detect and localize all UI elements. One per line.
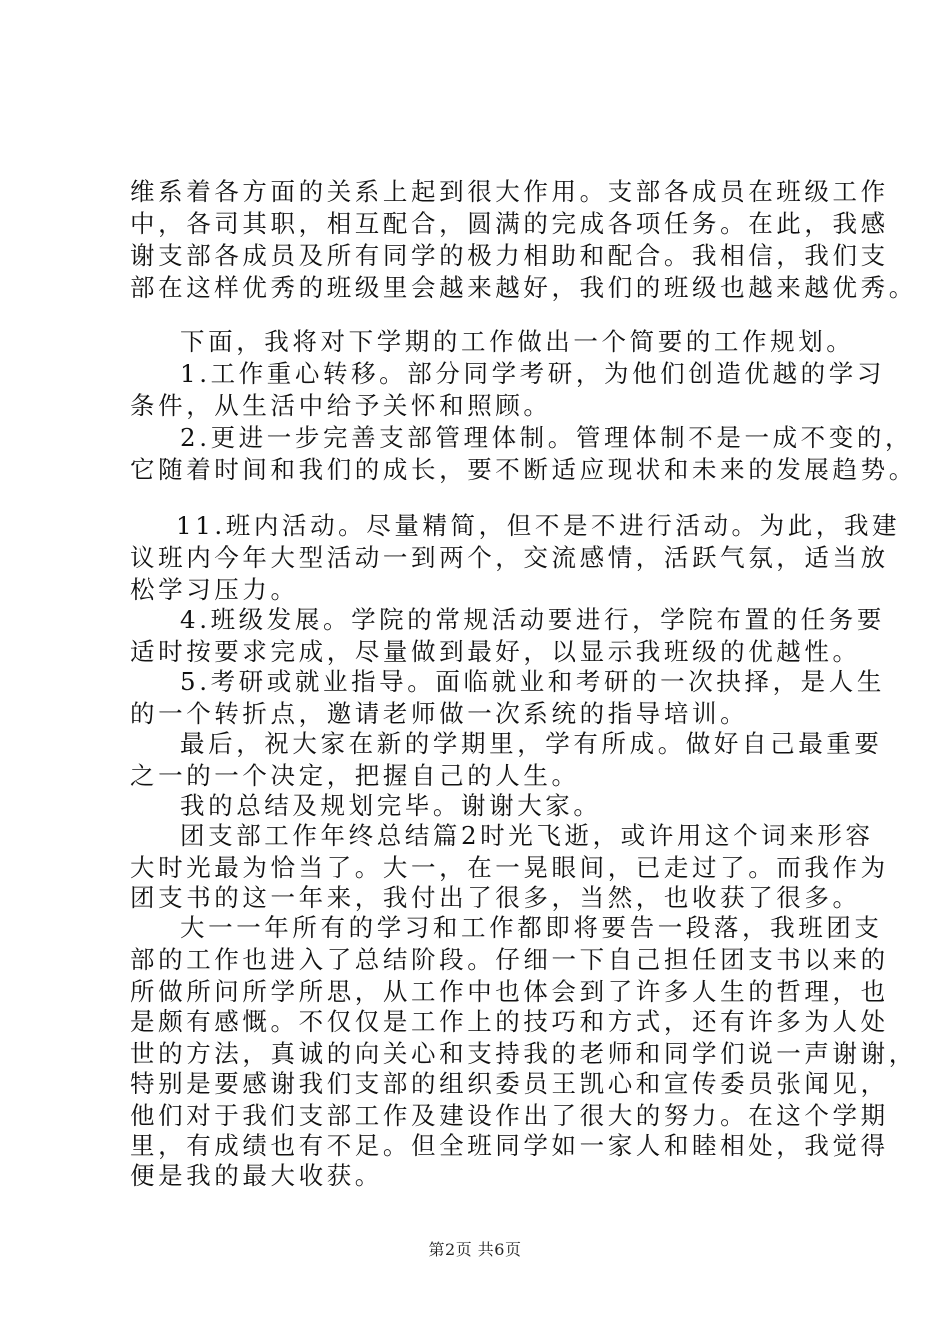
body-line: 我的总结及规划完毕。谢谢大家。 (180, 791, 602, 820)
body-line: 的一个转折点，邀请老师做一次系统的指导培训。 (130, 699, 749, 728)
body-line: 中，各司其职，相互配合，圆满的完成各项任务。在此，我感 (130, 209, 889, 238)
body-line: 所做所问所学所思，从工作中也体会到了许多人生的哲理，也 (130, 977, 889, 1006)
body-line: 世的方法，真诚的向关心和支持我的老师和同学们说一声谢谢， (130, 1039, 917, 1068)
page-number-footer: 第2页 共6页 (428, 1240, 522, 1259)
body-line: 适时按要求完成，尽量做到最好，以显示我班级的优越性。 (130, 637, 861, 666)
body-line: 最后，祝大家在新的学期里，学有所成。做好自己最重要 (180, 729, 883, 758)
body-line: 大一一年所有的学习和工作都即将要告一段落，我班团支 (180, 913, 883, 942)
body-line: 便是我的最大收获。 (130, 1161, 383, 1190)
body-line: 11.班内活动。尽量精简，但不是不进行活动。为此，我建 (176, 511, 901, 540)
body-line: 大时光最为恰当了。大一，在一晃眼间，已走过了。而我作为 (130, 853, 889, 882)
body-line: 4.班级发展。学院的常规活动要进行，学院布置的任务要 (180, 605, 885, 634)
body-line: 他们对于我们支部工作及建设作出了很大的努力。在这个学期 (130, 1101, 889, 1130)
body-line: 里，有成绩也有不足。但全班同学如一家人和睦相处，我觉得 (130, 1131, 889, 1160)
body-line: 条件，从生活中给予关怀和照顾。 (130, 391, 552, 420)
body-line: 团支部工作年终总结篇2时光飞逝，或许用这个词来形容 (180, 821, 874, 850)
body-line: 谢支部各成员及所有同学的极力相助和配合。我相信，我们支 (130, 241, 889, 270)
body-line: 1.工作重心转移。部分同学考研，为他们创造优越的学习 (180, 359, 885, 388)
body-line: 下面，我将对下学期的工作做出一个简要的工作规划。 (180, 327, 855, 356)
body-line: 2.更进一步完善支部管理体制。管理体制不是一成不变的， (180, 423, 914, 452)
body-line: 团支书的这一年来，我付出了很多，当然，也收获了很多。 (130, 883, 861, 912)
body-line: 特别是要感谢我们支部的组织委员王凯心和宣传委员张闻见， (130, 1069, 889, 1098)
body-line: 5.考研或就业指导。面临就业和考研的一次抉择，是人生 (180, 667, 885, 696)
body-line: 是颇有感慨。不仅仅是工作上的技巧和方式，还有许多为人处 (130, 1007, 889, 1036)
body-line: 之一的一个决定，把握自己的人生。 (130, 761, 580, 790)
body-line: 部的工作也进入了总结阶段。仔细一下自己担任团支书以来的 (130, 945, 889, 974)
body-line: 议班内今年大型活动一到两个，交流感情，活跃气氛，适当放 (130, 543, 889, 572)
body-line: 它随着时间和我们的成长，要不断适应现状和未来的发展趋势。 (130, 455, 917, 484)
body-line: 部在这样优秀的班级里会越来越好，我们的班级也越来越优秀。 (130, 273, 917, 302)
body-line: 松学习压力。 (130, 575, 299, 604)
body-line: 维系着各方面的关系上起到很大作用。支部各成员在班级工作 (130, 177, 889, 206)
